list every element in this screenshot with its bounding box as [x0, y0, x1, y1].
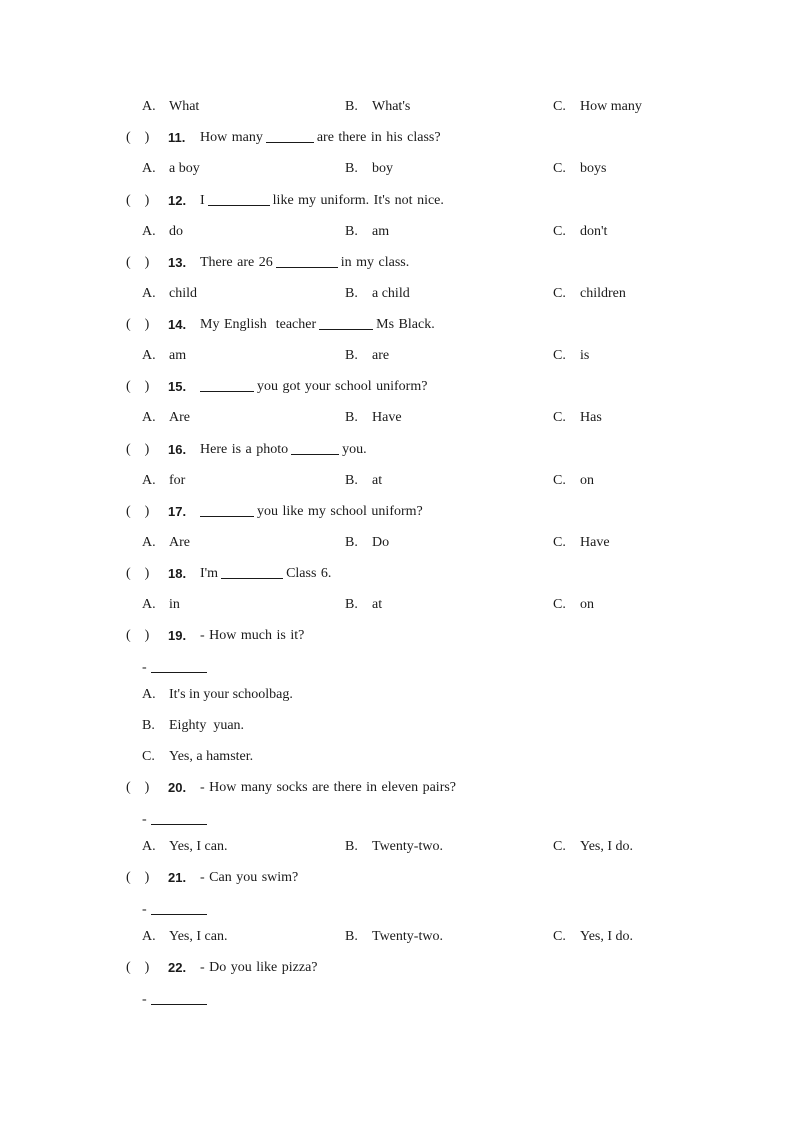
- option-a: A. in: [142, 597, 180, 612]
- options-row-q21: [0, 927, 794, 947]
- response-line-q22: [0, 990, 794, 1010]
- options-row-q18: [0, 595, 794, 615]
- question-text: - How many socks are there in eleven pairs?: [200, 780, 457, 795]
- answer-bracket[interactable]: ( ): [126, 442, 150, 457]
- question-15: [0, 377, 794, 397]
- option-c: C. Yes, I do.: [553, 839, 634, 854]
- answer-bracket[interactable]: ( ): [126, 780, 150, 795]
- answer-bracket[interactable]: ( ): [126, 566, 150, 581]
- options-row-q12: [0, 222, 794, 242]
- answer-blank[interactable]: [151, 658, 207, 673]
- answer-blank[interactable]: [208, 191, 270, 206]
- options-row-q14: [0, 346, 794, 366]
- response-line-q21: [0, 900, 794, 920]
- question-text: There are 26 in my class.: [200, 255, 410, 270]
- option-a: A. child: [142, 286, 197, 301]
- question-12: [0, 191, 794, 211]
- question-22: [0, 958, 794, 978]
- question-text: - How much is it?: [200, 628, 305, 643]
- question-14: [0, 315, 794, 335]
- response-blank-row: -: [142, 990, 210, 1010]
- answer-bracket[interactable]: ( ): [126, 130, 150, 145]
- question-text: - Do you like pizza?: [200, 960, 318, 975]
- answer-blank[interactable]: [200, 502, 254, 517]
- option-a: A. do: [142, 224, 183, 239]
- option-b: B. Have: [345, 410, 402, 425]
- option-a: A. am: [142, 348, 187, 363]
- question-number: 16.: [168, 442, 187, 457]
- question-text: you got your school uniform?: [200, 377, 427, 397]
- options-row-q13: [0, 284, 794, 304]
- answer-blank[interactable]: [266, 128, 314, 143]
- question-text: My English teacher Ms Black.: [200, 317, 435, 332]
- option-c: C. don't: [553, 224, 608, 239]
- option-a: A. Are: [142, 535, 190, 550]
- option-c: C. children: [553, 286, 626, 301]
- question-number: 21.: [168, 870, 187, 885]
- answer-blank[interactable]: [276, 253, 338, 268]
- option-b: B. Twenty-two.: [345, 929, 443, 944]
- options-row-q15: [0, 408, 794, 428]
- answer-bracket[interactable]: ( ): [126, 379, 150, 394]
- option-c: C. Has: [553, 410, 602, 425]
- question-19: [0, 626, 794, 646]
- question-text: you like my school uniform?: [200, 502, 423, 522]
- option-c: C. How many: [553, 99, 642, 114]
- answer-blank[interactable]: [151, 810, 207, 825]
- answer-bracket[interactable]: ( ): [126, 504, 150, 519]
- answer-bracket[interactable]: ( ): [126, 193, 150, 208]
- response-line-q20: [0, 810, 794, 830]
- option-b: B. at: [345, 473, 383, 488]
- question-20: [0, 778, 794, 798]
- question-number: 12.: [168, 193, 187, 208]
- response-blank-row: -: [142, 658, 210, 678]
- question-11: [0, 128, 794, 148]
- response-line-q19: [0, 658, 794, 678]
- answer-bracket[interactable]: ( ): [126, 628, 150, 643]
- answer-bracket[interactable]: ( ): [126, 255, 150, 270]
- option-a: A. What: [142, 99, 200, 114]
- question-21: [0, 868, 794, 888]
- option-c: C. Have: [553, 535, 610, 550]
- option-a-row-q19: [0, 685, 794, 705]
- option-a: A. It's in your schoolbag.: [142, 687, 293, 702]
- question-text: How many are there in his class?: [200, 130, 441, 145]
- answer-blank[interactable]: [291, 440, 339, 455]
- option-c-row-q19: [0, 747, 794, 767]
- answer-blank[interactable]: [151, 900, 207, 915]
- option-a: A. Yes, I can.: [142, 929, 228, 944]
- answer-blank[interactable]: [151, 990, 207, 1005]
- question-number: 15.: [168, 379, 187, 394]
- response-blank-row: -: [142, 900, 210, 920]
- option-b: B. are: [345, 348, 390, 363]
- answer-blank[interactable]: [221, 564, 283, 579]
- question-number: 14.: [168, 317, 187, 332]
- option-b: B. am: [345, 224, 390, 239]
- response-blank-row: -: [142, 810, 210, 830]
- option-b: B. Eighty yuan.: [142, 718, 245, 733]
- option-c: C. is: [553, 348, 590, 363]
- question-18: [0, 564, 794, 584]
- option-a: A. Yes, I can.: [142, 839, 228, 854]
- answer-bracket[interactable]: ( ): [126, 960, 150, 975]
- options-row-q16: [0, 471, 794, 491]
- option-b: B. Do: [345, 535, 390, 550]
- question-number: 11.: [168, 130, 186, 145]
- answer-blank[interactable]: [319, 315, 373, 330]
- question-number: 18.: [168, 566, 187, 581]
- question-number: 20.: [168, 780, 187, 795]
- option-c: C. on: [553, 597, 594, 612]
- question-number: 17.: [168, 504, 187, 519]
- options-row-q11: [0, 159, 794, 179]
- question-text: - Can you swim?: [200, 870, 299, 885]
- option-a: A. for: [142, 473, 186, 488]
- option-c: C. Yes, I do.: [553, 929, 634, 944]
- option-c: C. Yes, a hamster.: [142, 749, 254, 764]
- option-b: B. boy: [345, 161, 393, 176]
- option-a: A. a boy: [142, 161, 200, 176]
- option-b: B. Twenty-two.: [345, 839, 443, 854]
- question-13: [0, 253, 794, 273]
- option-b: B. at: [345, 597, 383, 612]
- question-number: 22.: [168, 960, 187, 975]
- option-b: B. a child: [345, 286, 410, 301]
- question-text: Here is a photo you.: [200, 442, 367, 457]
- answer-blank[interactable]: [200, 377, 254, 392]
- question-17: [0, 502, 794, 522]
- question-number: 13.: [168, 255, 187, 270]
- options-row-q17: [0, 533, 794, 553]
- option-b-row-q19: [0, 716, 794, 736]
- option-b: B. What's: [345, 99, 411, 114]
- question-number: 19.: [168, 628, 187, 643]
- option-c: C. boys: [553, 161, 607, 176]
- question-text: I like my uniform. It's not nice.: [200, 193, 444, 208]
- option-a: A. Are: [142, 410, 190, 425]
- answer-bracket[interactable]: ( ): [126, 870, 150, 885]
- question-text: I'm Class 6.: [200, 566, 332, 581]
- options-row-q10: [0, 97, 794, 117]
- answer-bracket[interactable]: ( ): [126, 317, 150, 332]
- question-16: [0, 440, 794, 460]
- options-row-q20: [0, 837, 794, 857]
- option-c: C. on: [553, 473, 594, 488]
